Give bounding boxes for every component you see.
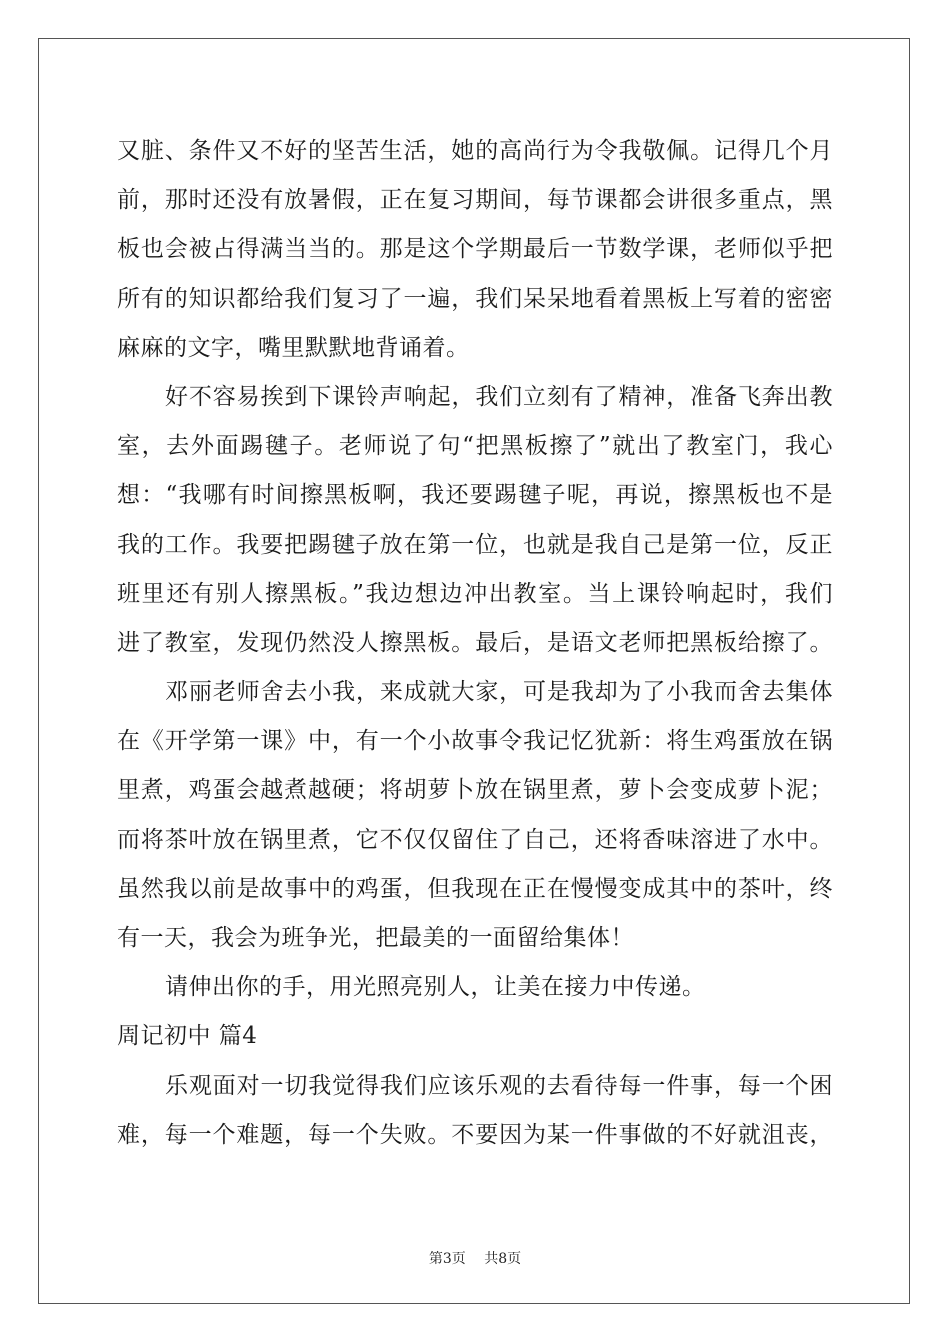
section-heading: 周记初中 篇4 — [117, 1023, 258, 1050]
paragraph-1 — [117, 127, 833, 373]
text-line: 班里还有别人擦黑板。”我边想边冲出教室。当上课铃响起时，我们 — [117, 580, 833, 607]
text-line: 难，每一个难题，每一个失败。不要因为某一件事做的不好就沮丧， — [117, 1121, 833, 1148]
text-line: 邓丽老师舍去小我，来成就大家，可是我却为了小我而舍去集体 — [165, 679, 833, 706]
text-line: 板也会被占得满当当的。那是这个学期最后一节数学课，老师似乎把 — [117, 236, 833, 263]
text-line: 又脏、条件又不好的坚苦生活，她的高尚行为令我敬佩。记得几个月 — [117, 138, 833, 164]
page-total: 共8页 — [484, 1251, 522, 1267]
document-body — [117, 127, 833, 1160]
text-line: 乐观面对一切我觉得我们应该乐观的去看待每一件事，每一个困 — [165, 1072, 833, 1099]
text-line: 我的工作。我要把踢毽子放在第一位，也就是我自己是第一位，反正 — [117, 531, 833, 558]
text-line: 里煮，鸡蛋会越煮越硬；将胡萝卜放在锅里煮，萝卜会变成萝卜泥； — [117, 777, 833, 804]
page-number: 第3页 — [428, 1251, 466, 1267]
text-line: 在《开学第一课》中，有一个小故事令我记忆犹新：将生鸡蛋放在锅 — [117, 728, 833, 755]
text-line: 有一天，我会为班争光，把最美的一面留给集体！ — [117, 925, 634, 951]
paragraph-3 — [117, 668, 833, 963]
text-line: 室，去外面踢毽子。老师说了句“把黑板擦了”就出了教室门，我心 — [117, 433, 833, 460]
text-line: 想：“我哪有时间擦黑板啊，我还要踢毽子呢，再说，擦黑板也不是 — [117, 482, 833, 509]
text-line: 虽然我以前是故事中的鸡蛋，但我现在正在慢慢变成其中的茶叶，终 — [117, 875, 833, 902]
page-footer — [0, 1248, 950, 1268]
text-line: 前，那时还没有放暑假，正在复习期间，每节课都会讲很多重点，黑 — [117, 187, 833, 214]
paragraph-4 — [117, 963, 833, 1012]
text-line: 所有的知识都给我们复习了一遍，我们呆呆地看着黑板上写着的密密 — [117, 285, 833, 312]
paragraph-2 — [117, 373, 833, 668]
text-line: 麻麻的文字，嘴里默默地背诵着。 — [117, 334, 470, 361]
paragraph-5 — [117, 1062, 833, 1160]
text-line: 请伸出你的手，用光照亮别人，让美在接力中传递。 — [165, 974, 706, 1001]
text-line: 进了教室，发现仍然没人擦黑板。最后，是语文老师把黑板给擦了。 — [117, 629, 833, 656]
text-line: 好不容易挨到下课铃声响起，我们立刻有了精神，准备飞奔出教 — [165, 383, 833, 410]
text-line: 而将茶叶放在锅里煮，它不仅仅留住了自己，还将香味溶进了水中。 — [117, 826, 833, 853]
